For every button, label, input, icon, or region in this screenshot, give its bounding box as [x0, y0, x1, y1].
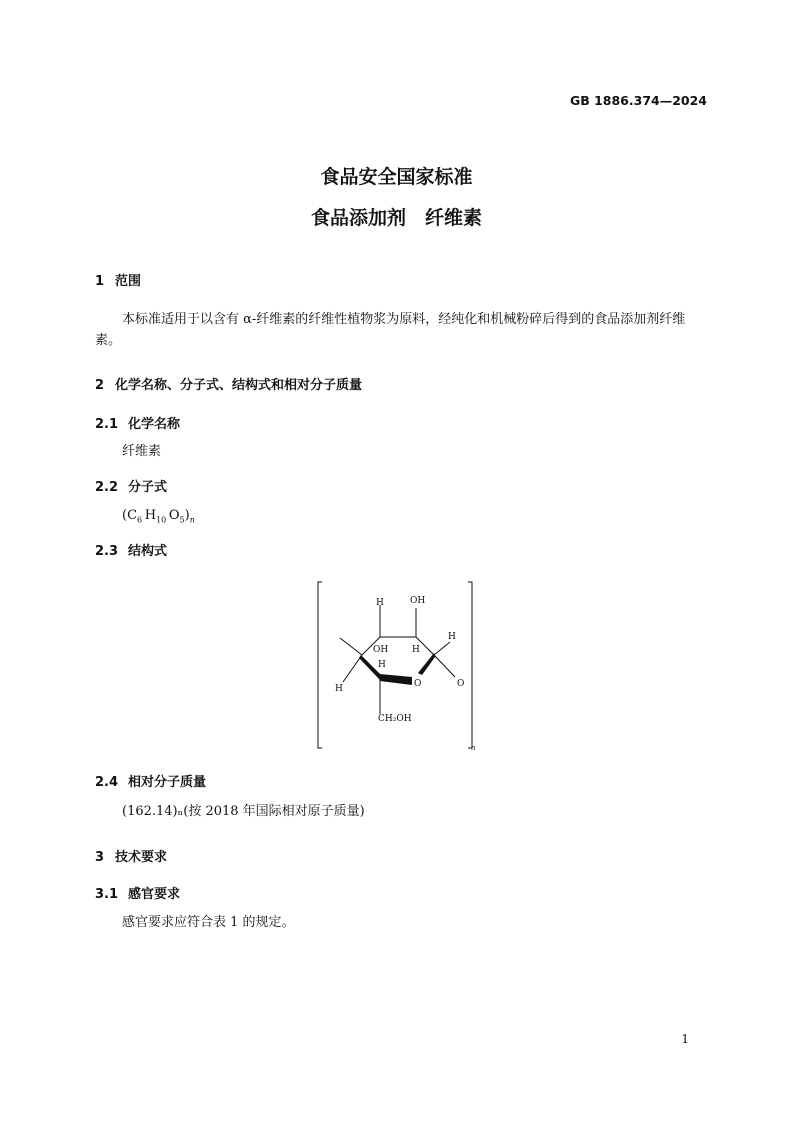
wedge-right — [418, 653, 435, 675]
section-number: 2.2 — [95, 480, 119, 495]
left-bracket — [318, 582, 322, 748]
document-subtitle: 食品添加剂 纤维素 — [310, 207, 482, 229]
section-number: 3.1 — [95, 887, 119, 902]
section-2-2-heading — [95, 476, 167, 495]
document-title: 食品安全国家标准 — [320, 166, 473, 188]
atom-label: H — [376, 598, 384, 608]
atom-label: O — [414, 679, 422, 689]
atom-label: O — [457, 679, 465, 689]
atom-label: OH — [410, 596, 426, 606]
section-number: 2.4 — [95, 775, 119, 790]
section-2-1-heading — [95, 413, 180, 432]
atom-label: H — [378, 660, 386, 670]
atom-label: H — [335, 684, 343, 694]
section-title: 感官要求 — [128, 887, 181, 902]
scope-paragraph: 本标准适用于以含有 α-纤维素的纤维性植物浆为原料，经纯化和机械粉碎后得到的食品添加剂纤维素。 — [95, 312, 686, 348]
right-bracket — [468, 582, 472, 748]
standard-number: GB 1886.374—2024 — [569, 93, 707, 108]
section-2-heading — [95, 374, 362, 393]
section-3-1-heading — [95, 883, 180, 902]
section-3-heading — [95, 846, 167, 865]
page-number: 1 — [681, 1032, 689, 1046]
section-number: 2.1 — [95, 417, 119, 432]
sensory-requirement-text: 感官要求应符合表 1 的规定。 — [122, 915, 295, 930]
structural-formula — [316, 578, 486, 760]
section-title: 技术要求 — [115, 850, 168, 865]
chemical-name: 纤维素 — [122, 444, 162, 459]
molecular-mass: (162.14)ₙ(按 2018 年国际相对原子质量) — [122, 804, 365, 819]
section-title: 结构式 — [128, 544, 168, 559]
repeat-subscript: n — [471, 744, 476, 752]
atom-label: OH — [373, 645, 389, 655]
section-number: 3 — [95, 850, 105, 865]
section-number: 2.3 — [95, 544, 119, 559]
atom-label: H — [448, 632, 456, 642]
section-title: 范围 — [115, 274, 142, 289]
section-1-heading — [95, 270, 141, 289]
section-2-4-heading — [95, 771, 206, 790]
section-title: 化学名称 — [128, 417, 181, 432]
section-number: 1 — [95, 274, 105, 289]
bold-bond — [380, 674, 412, 685]
section-number: 2 — [95, 378, 105, 393]
section-title: 化学名称、分子式、结构式和相对分子质量 — [115, 378, 363, 393]
atom-label: CH₂OH — [378, 714, 412, 724]
ring-bonds — [340, 605, 455, 714]
section-title: 相对分子质量 — [128, 775, 207, 790]
wedge-left — [359, 655, 380, 680]
molecular-formula: ($C_6$ $H_{10}$ $O_5)_n$ — [122, 508, 195, 525]
atom-label: H — [412, 645, 420, 655]
section-title: 分子式 — [128, 480, 168, 495]
section-2-3-heading — [95, 540, 167, 559]
